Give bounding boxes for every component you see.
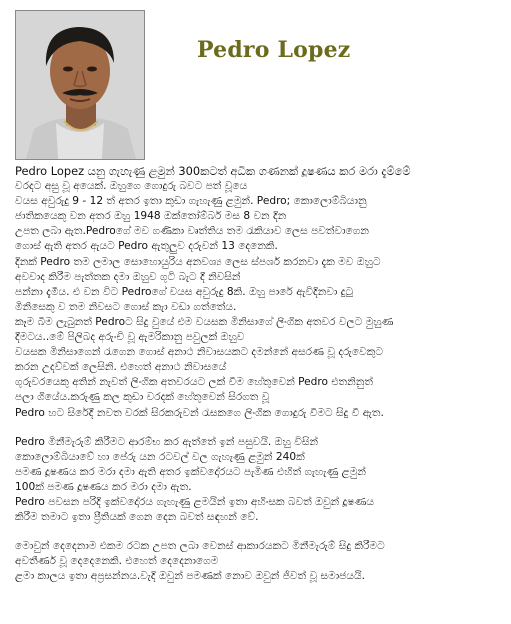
text-line: පන්නා දැමීය. එ වන විට Pedroගේ වයස අවුරුදු 8කි. ඔහු පාරේ ඇවිදිනවා දුටු <box>15 285 354 298</box>
text-line: 100ක් පමණ දූෂණය කර මරා දමා ඇත. <box>15 480 192 493</box>
text-line: කරන උදව්වක් ලෙසිනි. එහෙත් අනාථ නිවාසයේ <box>15 361 227 374</box>
text-line: කොලොම්බියාවේ හා පේරු යන රටවල් වල ගැහැණු ළමුන් 240ක් <box>15 450 305 463</box>
text-line: උපත ලබා ඇත.Pedroගේ මව ගණිකා වෘත්තිය තම රැකියාව ලෙස පවත්වාගෙන <box>15 225 370 238</box>
paragraph-spacer <box>15 421 503 435</box>
text-line: මිනිසෙකු ව තම නිවසට ගොස් කැා වඩා ගත්තේය. <box>15 300 237 313</box>
text-line: ගොස් ඇති අතර ඇයට Pedro ඇතුලුව දරුවන් 13 දෙනෙකි. <box>15 240 278 253</box>
article-body <box>15 164 503 584</box>
paragraph-3 <box>15 539 503 584</box>
text-line: අවතීර්ණ වූ දෙදෙනෙකි. එහෙත් දෙදෙනාගෙම <box>15 555 219 568</box>
text-line: පමණ දූෂණය කර මරා දමා ඇති අතර ඉක්වදෝරයට පැමිණ එහිත් ගැහැණු ළමුන් <box>15 465 366 478</box>
text-line: ජාතිකයෙකු වන අතර ඔහු 1948 ඔක්තෝම්බර් මස 8 වන දින <box>15 210 287 223</box>
page-title: Pedro Lopez <box>197 37 351 63</box>
text-line: අවවාද කිරීම පැත්තක දමා ඔහුව ගුටි බැට දී නිවසින් <box>15 270 241 283</box>
portrait-photo <box>15 10 145 160</box>
text-line: දීමටය..මේ පිලිබද අරුංචි වූ ඇමරිකානු පවුලක් ඔහුව <box>15 331 245 344</box>
text-line: වයස අවුරුදු 9 - 12 ත් අතර ඉතා කුඩා ගැහැණු ළමුන්. Pedro; කොලොම්බියානු <box>15 195 367 208</box>
paragraph-1 <box>15 164 503 421</box>
text-line: Pedro Lopez යනු ගැහැණු ළමුන් 300කටත් අධික ගණනක් දූෂණය කර මරා දැම්මේ <box>15 164 411 178</box>
text-line: කිරීම තමාට ඉතා ප්‍රීතියක් ගෙන දෙන බවත් සඳහන් වේ. <box>15 511 259 524</box>
text-line: Pedro මිනීමැරුම් කිරීමට ආරම්භ කර ඇත්තේ ඉන් පසුවයි. ඔහු විසින් <box>15 435 319 448</box>
text-line: Pedro හට සිරේදී නවත වරක් සිරකරුවන් රැසකගෙ ලිංගික ගොදුරු වීමට සිදු වී ඇත. <box>15 406 384 419</box>
text-line: Pedro පවසන පරිදි ඉක්වදෝරය ගැහැණු ළමයින් ඉතා අහිංසක බවත් ඔවුන් දූෂණය <box>15 495 374 508</box>
text-line: කෑම බීම ලැබුනත් Pedroට සිදු වුයේ එම වයසක මිනිසාගේ ලිංගික අතවර වලට මුහුණ <box>15 315 394 328</box>
text-line: මොවුන් දෙදෙනාම එකම රටක උපත ලබා වෙනස් ආකාරයකට මිනීමැරුම් සිදු කිරීමට <box>15 540 385 553</box>
text-line: පලා ගියේය.කරුණු කල කුඩා වරදක් හේතුවෙන් සිරගත වූ <box>15 391 270 404</box>
paragraph-2 <box>15 435 503 526</box>
text-line: වරදට අසු වූ අයෙක්. ඔහුගෙ ගොදුරු බවට පත් වූයෙ <box>15 180 248 193</box>
text-line: ළමා කාලය ඉතා අප්‍රසන්නය.වැදි ඔවුන් පමණක් නොව ඔවුන් ජිවත් වූ සමාජයයි. <box>15 570 365 583</box>
text-line: ගුරුවරයෙකු අතින් නැවත් ලිංගික අතවරයට ලක් වීම හේතුවෙන් Pedro එතනිනුත් <box>15 376 373 389</box>
paragraph-spacer <box>15 525 503 539</box>
portrait-illustration <box>16 11 144 159</box>
text-line: දිනක් Pedro තම ලමාල සොහොයුරිය අනවශ්‍ය ලෙස ස්පර්ශ කරනවා දැක මව ඔහුට <box>15 255 381 268</box>
text-line: වයසක මිනිසාගෙන් රැගෙන ගොස් අනාථ නිවාසයකට දමන්නේ අසරණ වූ දරුවෙකුට <box>15 346 383 359</box>
